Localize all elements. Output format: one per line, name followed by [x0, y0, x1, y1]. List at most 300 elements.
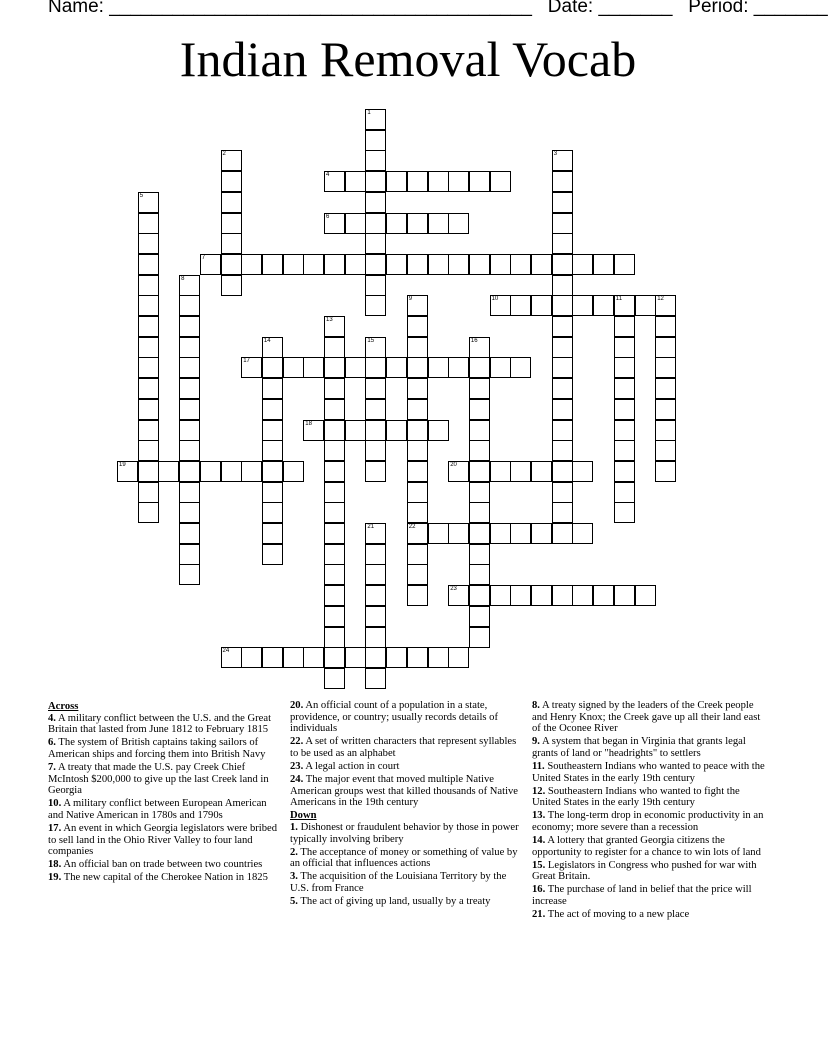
grid-cell[interactable] — [324, 647, 345, 668]
clue-number: 5 — [139, 192, 144, 199]
grid-cell[interactable] — [552, 213, 573, 234]
clue-down-15: 15. Legislators in Congress who pushed for war with Great Britain. — [532, 859, 757, 883]
grid-cell[interactable] — [138, 254, 159, 275]
clues-column-2 — [290, 700, 526, 909]
grid-cell[interactable] — [365, 564, 386, 585]
grid-cell[interactable] — [324, 420, 345, 441]
grid-cell[interactable] — [552, 337, 573, 358]
clue-number: 8 — [181, 275, 185, 282]
grid-cell[interactable] — [221, 192, 242, 213]
grid-cell[interactable] — [407, 544, 428, 565]
grid-cell[interactable] — [365, 295, 386, 316]
grid-cell[interactable] — [262, 420, 283, 441]
grid-cell[interactable] — [614, 502, 635, 523]
grid-cell[interactable] — [614, 461, 635, 482]
grid-cell[interactable] — [324, 378, 345, 399]
grid-cell[interactable] — [386, 420, 407, 441]
grid-cell[interactable] — [614, 399, 635, 420]
grid-cell[interactable] — [138, 482, 159, 503]
grid-cell[interactable] — [531, 254, 552, 275]
grid-cell[interactable] — [407, 585, 428, 606]
grid-cell[interactable] — [324, 544, 345, 565]
grid-cell[interactable] — [552, 171, 573, 192]
grid-cell[interactable] — [614, 337, 635, 358]
grid-cell[interactable] — [365, 109, 386, 130]
grid-cell[interactable] — [614, 420, 635, 441]
grid-cell[interactable] — [407, 502, 428, 523]
grid-cell[interactable] — [365, 668, 386, 689]
grid-cell[interactable] — [365, 254, 386, 275]
grid-cell[interactable] — [324, 357, 345, 378]
clue-number: 14 — [263, 337, 271, 344]
grid-cell[interactable] — [531, 585, 552, 606]
grid-cell[interactable] — [262, 544, 283, 565]
clue-down-1: 1. Dishonest or fraudulent behavior by those in power typically involving bribery — [290, 821, 519, 845]
grid-cell[interactable] — [510, 585, 531, 606]
grid-cell[interactable] — [386, 213, 407, 234]
clue-down-14: 14. A lottery that granted Georgia citizens the opportunity to register for a chance to win lots of land — [532, 835, 761, 858]
date-blank[interactable]: _______ — [598, 0, 673, 17]
grid-cell[interactable] — [262, 378, 283, 399]
grid-cell[interactable] — [345, 254, 366, 275]
grid-cell[interactable] — [469, 440, 490, 461]
grid-cell[interactable] — [386, 357, 407, 378]
grid-cell[interactable] — [572, 295, 593, 316]
grid-cell[interactable] — [365, 627, 386, 648]
clue-number: 9 — [408, 296, 413, 303]
clue-down-9: 9. A system that began in Virginia that grants legal grants of land or "headrights" to settlers — [532, 736, 746, 759]
grid-cell[interactable] — [469, 420, 490, 441]
grid-cell[interactable] — [138, 357, 159, 378]
grid-cell[interactable] — [179, 482, 200, 503]
grid-cell[interactable] — [365, 606, 386, 627]
grid-cell[interactable] — [365, 192, 386, 213]
grid-cell[interactable] — [324, 316, 345, 337]
grid-cell[interactable] — [469, 482, 490, 503]
grid-cell[interactable] — [241, 647, 262, 668]
grid-cell[interactable] — [262, 440, 283, 461]
grid-cell[interactable] — [614, 357, 635, 378]
grid-cell[interactable] — [490, 461, 511, 482]
grid-cell[interactable] — [635, 585, 656, 606]
grid-cell[interactable] — [407, 564, 428, 585]
grid-cell[interactable] — [324, 668, 345, 689]
grid-cell[interactable] — [510, 461, 531, 482]
grid-cell[interactable] — [324, 564, 345, 585]
grid-cell[interactable] — [179, 502, 200, 523]
grid-cell[interactable] — [221, 171, 242, 192]
across-heading: Across — [48, 701, 79, 712]
grid-cell[interactable] — [469, 627, 490, 648]
grid-cell[interactable] — [614, 254, 635, 275]
grid-cell[interactable] — [448, 585, 469, 606]
grid-cell[interactable] — [262, 523, 283, 544]
grid-cell[interactable] — [469, 606, 490, 627]
grid-cell[interactable] — [179, 420, 200, 441]
grid-cell[interactable] — [407, 213, 428, 234]
clue-number: 3 — [553, 151, 558, 158]
grid-cell[interactable] — [428, 523, 449, 544]
grid-cell[interactable] — [531, 295, 552, 316]
grid-cell[interactable] — [365, 544, 386, 565]
grid-cell[interactable] — [365, 420, 386, 441]
clue-down-11: 11. Southeastern Indians who wanted to peace with the United States in the early 19th century — [532, 760, 765, 784]
grid-cell[interactable] — [179, 564, 200, 585]
grid-cell[interactable] — [490, 585, 511, 606]
grid-cell[interactable] — [469, 523, 490, 544]
grid-cell[interactable] — [407, 316, 428, 337]
grid-cell[interactable] — [365, 585, 386, 606]
grid-cell[interactable] — [138, 378, 159, 399]
grid-cell[interactable] — [614, 295, 635, 316]
date-label: Date: — [547, 0, 594, 17]
grid-cell[interactable] — [552, 461, 573, 482]
grid-cell[interactable] — [117, 461, 138, 482]
clue-number: 17 — [243, 358, 250, 365]
grid-cell[interactable] — [490, 254, 511, 275]
grid-cell[interactable] — [448, 461, 469, 482]
clue-number: 11 — [615, 296, 623, 303]
grid-cell[interactable] — [262, 357, 283, 378]
grid-cell[interactable] — [138, 440, 159, 461]
grid-cell[interactable] — [324, 171, 345, 192]
grid-cell[interactable] — [179, 295, 200, 316]
grid-cell[interactable] — [407, 440, 428, 461]
grid-cell[interactable] — [365, 647, 386, 668]
grid-cell[interactable] — [324, 502, 345, 523]
grid-cell[interactable] — [221, 254, 242, 275]
page-title: Indian Removal Vocab — [179, 31, 637, 87]
grid-cell[interactable] — [365, 130, 386, 151]
grid-cell[interactable] — [407, 357, 428, 378]
grid-cell[interactable] — [303, 357, 324, 378]
grid-cell[interactable] — [138, 502, 159, 523]
grid-cell[interactable] — [324, 482, 345, 503]
grid-cell[interactable] — [552, 420, 573, 441]
grid-cell[interactable] — [221, 150, 242, 171]
grid-cell[interactable] — [448, 213, 469, 234]
grid-cell[interactable] — [345, 213, 366, 234]
grid-cell[interactable] — [448, 171, 469, 192]
grid-cell[interactable] — [655, 440, 676, 461]
clue-down-21: 21. The act of moving to a new place — [532, 909, 690, 921]
grid-cell[interactable] — [552, 316, 573, 337]
grid-cell[interactable] — [490, 295, 511, 316]
grid-cell[interactable] — [138, 233, 159, 254]
grid-cell[interactable] — [614, 316, 635, 337]
grid-cell[interactable] — [365, 233, 386, 254]
grid-cell[interactable] — [655, 399, 676, 420]
grid-cell[interactable] — [428, 647, 449, 668]
period-label: Period: — [688, 0, 749, 17]
grid-cell[interactable] — [138, 461, 159, 482]
grid-cell[interactable] — [407, 254, 428, 275]
grid-cell[interactable] — [262, 399, 283, 420]
grid-cell[interactable] — [365, 337, 386, 358]
grid-cell[interactable] — [324, 461, 345, 482]
grid-cell[interactable] — [241, 461, 262, 482]
grid-cell[interactable] — [655, 316, 676, 337]
grid-cell[interactable] — [345, 357, 366, 378]
grid-cell[interactable] — [593, 254, 614, 275]
grid-cell[interactable] — [572, 461, 593, 482]
grid-cell[interactable] — [655, 337, 676, 358]
grid-cell[interactable] — [262, 461, 283, 482]
clue-down-12: 12. Southeastern Indians who wanted to fight the United States in the early 19th century — [532, 785, 740, 809]
grid-cell[interactable] — [365, 461, 386, 482]
clue-number: 7 — [201, 254, 206, 261]
grid-cell[interactable] — [552, 357, 573, 378]
clue-across-10: 10. A military conflict between European American and Native American in 1780s and 1790s — [48, 798, 267, 821]
period-blank[interactable]: _______ — [753, 0, 828, 17]
grid-cell[interactable] — [158, 461, 179, 482]
grid-cell[interactable] — [365, 399, 386, 420]
grid-cell[interactable] — [179, 461, 200, 482]
grid-cell[interactable] — [200, 254, 221, 275]
grid-cell[interactable] — [448, 647, 469, 668]
grid-cell[interactable] — [572, 523, 593, 544]
grid-cell[interactable] — [365, 440, 386, 461]
grid-cell[interactable] — [593, 295, 614, 316]
grid-cell[interactable] — [365, 378, 386, 399]
grid-cell[interactable] — [138, 275, 159, 296]
name-blank[interactable]: ________________________________________ — [109, 0, 532, 17]
clue-down-8: 8. A treaty signed by the leaders of the Creek people and Henry Knox; the Creek gave up all their land east of the Oconee River — [532, 700, 761, 735]
grid-cell[interactable] — [324, 585, 345, 606]
grid-cell[interactable] — [490, 523, 511, 544]
grid-cell[interactable] — [365, 523, 386, 544]
grid-cell[interactable] — [365, 357, 386, 378]
grid-cell[interactable] — [655, 378, 676, 399]
grid-cell[interactable] — [345, 171, 366, 192]
grid-cell[interactable] — [221, 275, 242, 296]
grid-cell[interactable] — [407, 647, 428, 668]
grid-cell[interactable] — [572, 254, 593, 275]
clue-across-6: 6. The system of British captains taking sailors of American ships and forcing them into British Navy — [48, 737, 266, 760]
grid-cell[interactable] — [469, 254, 490, 275]
grid-cell[interactable] — [614, 378, 635, 399]
grid-cell[interactable] — [324, 254, 345, 275]
grid-cell[interactable] — [345, 647, 366, 668]
clue-number: 2 — [222, 151, 226, 158]
grid-cell[interactable] — [365, 275, 386, 296]
grid-cell[interactable] — [345, 420, 366, 441]
grid-cell[interactable] — [241, 254, 262, 275]
grid-cell[interactable] — [469, 461, 490, 482]
grid-cell[interactable] — [262, 254, 283, 275]
clues-column-1 — [48, 700, 284, 885]
grid-cell[interactable] — [510, 523, 531, 544]
clue-across-20: 20. An official count of a population in a state, providence, or country; usually records details of individuals — [290, 700, 498, 735]
grid-cell[interactable] — [283, 254, 304, 275]
grid-cell[interactable] — [469, 585, 490, 606]
grid-cell[interactable] — [469, 378, 490, 399]
grid-cell[interactable] — [138, 337, 159, 358]
clue-number: 13 — [326, 317, 333, 323]
grid-cell[interactable] — [469, 357, 490, 378]
clue-number: 6 — [326, 213, 330, 220]
clue-across-23: 23. A legal action in court — [290, 760, 400, 772]
grid-cell[interactable] — [324, 213, 345, 234]
grid-cell[interactable] — [428, 254, 449, 275]
grid-cell[interactable] — [138, 399, 159, 420]
grid-cell[interactable] — [138, 192, 159, 213]
grid-cell[interactable] — [407, 482, 428, 503]
clue-across-24: 24. The major event that moved multiple Native American groups west that killed thousands of Native Americans in the 19th century — [290, 774, 519, 809]
grid-cell[interactable] — [365, 150, 386, 171]
grid-cell[interactable] — [407, 420, 428, 441]
grid-cell[interactable] — [510, 357, 531, 378]
grid-cell[interactable] — [262, 337, 283, 358]
grid-cell[interactable] — [552, 502, 573, 523]
clue-across-17: 17. An event in which Georgia legislators were bribed to sell land in the Ohio River Valley to four land companies — [48, 822, 278, 858]
grid-cell[interactable] — [552, 585, 573, 606]
grid-cell[interactable] — [179, 523, 200, 544]
grid-cell[interactable] — [614, 585, 635, 606]
grid-cell[interactable] — [221, 213, 242, 234]
grid-cell[interactable] — [552, 150, 573, 171]
grid-cell[interactable] — [303, 254, 324, 275]
grid-cell[interactable] — [303, 647, 324, 668]
grid-cell[interactable] — [324, 399, 345, 420]
grid-cell[interactable] — [428, 420, 449, 441]
clue-number: 19 — [119, 461, 126, 468]
grid-cell[interactable] — [179, 357, 200, 378]
grid-cell[interactable] — [138, 420, 159, 441]
grid-cell[interactable] — [138, 295, 159, 316]
grid-cell[interactable] — [552, 254, 573, 275]
grid-cell[interactable] — [552, 482, 573, 503]
grid-cell[interactable] — [221, 233, 242, 254]
grid-cell[interactable] — [386, 254, 407, 275]
grid-cell[interactable] — [593, 585, 614, 606]
grid-cell[interactable] — [283, 461, 304, 482]
grid-cell[interactable] — [552, 440, 573, 461]
grid-cell[interactable] — [552, 295, 573, 316]
grid-cell[interactable] — [552, 523, 573, 544]
grid-cell[interactable] — [407, 399, 428, 420]
clue-number: 22 — [408, 524, 416, 530]
grid-cell[interactable] — [635, 295, 656, 316]
grid-cell[interactable] — [469, 337, 490, 358]
grid-cell[interactable] — [448, 357, 469, 378]
grid-cell[interactable] — [407, 378, 428, 399]
grid-cell[interactable] — [324, 627, 345, 648]
grid-cell[interactable] — [138, 316, 159, 337]
clue-number: 16 — [470, 337, 478, 344]
grid-cell[interactable] — [179, 275, 200, 296]
clue-number: 20 — [450, 461, 457, 468]
grid-cell[interactable] — [469, 502, 490, 523]
grid-cell[interactable] — [221, 461, 242, 482]
grid-cell[interactable] — [179, 440, 200, 461]
grid-cell[interactable] — [179, 399, 200, 420]
grid-cell[interactable] — [614, 482, 635, 503]
grid-cell[interactable] — [469, 171, 490, 192]
grid-cell[interactable] — [407, 461, 428, 482]
grid-cell[interactable] — [407, 171, 428, 192]
grid-cell[interactable] — [262, 647, 283, 668]
grid-cell[interactable] — [448, 254, 469, 275]
grid-cell[interactable] — [490, 357, 511, 378]
grid-cell[interactable] — [552, 399, 573, 420]
grid-cell[interactable] — [572, 585, 593, 606]
grid-cell[interactable] — [655, 420, 676, 441]
grid-cell[interactable] — [510, 254, 531, 275]
clue-down-2: 2. The acceptance of money or something of value by an official that influences actions — [290, 846, 518, 870]
clue-down-3: 3. The acquisition of the Louisiana Territory by the U.S. from France — [290, 871, 507, 894]
grid-cell[interactable] — [179, 316, 200, 337]
grid-cell[interactable] — [365, 171, 386, 192]
grid-cell[interactable] — [262, 502, 283, 523]
grid-cell[interactable] — [365, 213, 386, 234]
clue-number: 12 — [657, 296, 664, 303]
clue-number: 23 — [450, 586, 457, 593]
grid-cell[interactable] — [179, 378, 200, 399]
grid-cell[interactable] — [283, 647, 304, 668]
grid-cell[interactable] — [655, 461, 676, 482]
grid-cell[interactable] — [179, 337, 200, 358]
clue-number: 21 — [367, 524, 375, 530]
clue-across-19: 19. The new capital of the Cherokee Nation in 1825 — [48, 872, 268, 884]
grid-cell[interactable] — [531, 461, 552, 482]
grid-cell[interactable] — [283, 357, 304, 378]
clue-down-5: 5. The act of giving up land, usually by a treaty — [290, 896, 491, 907]
grid-cell[interactable] — [428, 171, 449, 192]
grid-cell[interactable] — [469, 564, 490, 585]
grid-cell[interactable] — [241, 357, 262, 378]
grid-cell[interactable] — [200, 461, 221, 482]
clues-column-3 — [532, 700, 768, 922]
grid-cell[interactable] — [552, 233, 573, 254]
grid-cell[interactable] — [552, 192, 573, 213]
grid-cell[interactable] — [303, 420, 324, 441]
grid-cell[interactable] — [448, 523, 469, 544]
grid-cell[interactable] — [552, 378, 573, 399]
grid-cell[interactable] — [138, 213, 159, 234]
grid-cell[interactable] — [510, 295, 531, 316]
grid-cell[interactable] — [407, 295, 428, 316]
grid-cell[interactable] — [407, 337, 428, 358]
grid-cell[interactable] — [469, 544, 490, 565]
grid-cell[interactable] — [552, 275, 573, 296]
clue-down-13: 13. The long-term drop in economic productivity in an economy; more severe than a recession — [532, 810, 764, 833]
clue-down-16: 16. The purchase of land in belief that the price will increase — [532, 884, 752, 907]
grid-cell[interactable] — [614, 440, 635, 461]
grid-cell[interactable] — [262, 482, 283, 503]
clue-number: 18 — [305, 420, 312, 427]
grid-cell[interactable] — [428, 213, 449, 234]
grid-cell[interactable] — [221, 647, 242, 668]
grid-cell[interactable] — [324, 606, 345, 627]
grid-cell[interactable] — [469, 399, 490, 420]
grid-cell[interactable] — [324, 440, 345, 461]
grid-cell[interactable] — [655, 357, 676, 378]
grid-cell[interactable] — [324, 337, 345, 358]
grid-cell[interactable] — [490, 171, 511, 192]
grid-cell[interactable] — [407, 523, 428, 544]
clue-number: 4 — [326, 172, 330, 179]
grid-cell[interactable] — [386, 171, 407, 192]
grid-cell[interactable] — [428, 357, 449, 378]
grid-cell[interactable] — [179, 544, 200, 565]
down-heading: Down — [290, 810, 317, 822]
clue-number: 1 — [367, 110, 371, 116]
grid-cell[interactable] — [531, 523, 552, 544]
grid-cell[interactable] — [324, 523, 345, 544]
grid-cell[interactable] — [655, 295, 676, 316]
grid-cell[interactable] — [386, 647, 407, 668]
